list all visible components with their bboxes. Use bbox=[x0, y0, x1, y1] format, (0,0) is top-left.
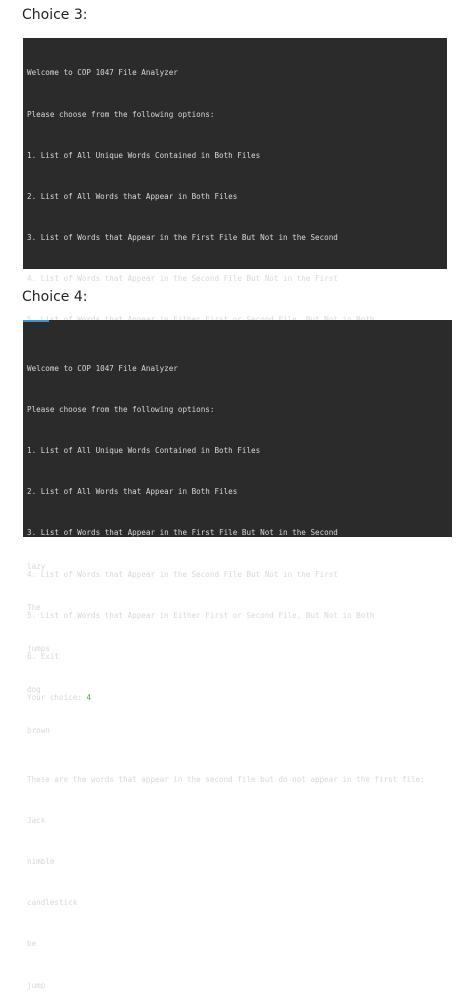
console-line: 3. List of Words that Appear in the First File But Not in the Second bbox=[27, 232, 338, 242]
console-line: 1. List of All Unique Words Contained in Both Files bbox=[27, 150, 261, 160]
blank-line bbox=[27, 732, 452, 746]
result-word: lazy bbox=[27, 561, 46, 571]
result-word: The bbox=[27, 602, 41, 612]
console-line: Welcome to COP 1047 File Analyzer bbox=[27, 364, 178, 374]
console-line: 5. List of Words that Appear in Either First or Second File, But Not in Both bbox=[27, 610, 375, 620]
choice-4-heading: Choice 4: bbox=[22, 289, 88, 305]
console-line: 2. List of All Words that Appear in Both Files bbox=[27, 191, 238, 201]
console-line: 3. List of Words that Appear in the First File But Not in the Second bbox=[27, 528, 338, 538]
choice-input-value: 4 bbox=[86, 692, 92, 702]
choice-prompt-line bbox=[27, 691, 452, 705]
console-line: 4. List of Words that Appear in the Second File But Not in the First bbox=[27, 569, 338, 579]
console-line: Welcome to COP 1047 File Analyzer bbox=[27, 68, 178, 78]
console-line: 1. List of All Unique Words Contained in Both Files bbox=[27, 446, 261, 456]
console-line: Please choose from the following options: bbox=[27, 405, 215, 415]
result-word: jump bbox=[27, 980, 46, 990]
result-word: jumps bbox=[27, 643, 50, 653]
result-word: dog bbox=[27, 684, 41, 694]
result-word: nimble bbox=[27, 857, 55, 867]
console-line: 6. Exit bbox=[27, 651, 60, 661]
console-line: 4. List of Words that Appear in the Second File But Not in the First bbox=[27, 273, 338, 283]
result-word: Jack bbox=[27, 816, 46, 826]
result-word: candlestick bbox=[27, 898, 78, 908]
console-line: Please choose from the following options: bbox=[27, 109, 215, 119]
console-line: 2. List of All Words that Appear in Both Files bbox=[27, 487, 238, 497]
result-word: be bbox=[27, 939, 37, 949]
focus-accent-bar bbox=[23, 320, 49, 322]
result-header: These are the words that appear in the second file but do not appear in the first file: bbox=[27, 775, 425, 785]
choice-3-heading: Choice 3: bbox=[22, 7, 88, 23]
result-word: brown bbox=[27, 725, 50, 735]
choice-prompt: Your choice: bbox=[27, 692, 87, 702]
